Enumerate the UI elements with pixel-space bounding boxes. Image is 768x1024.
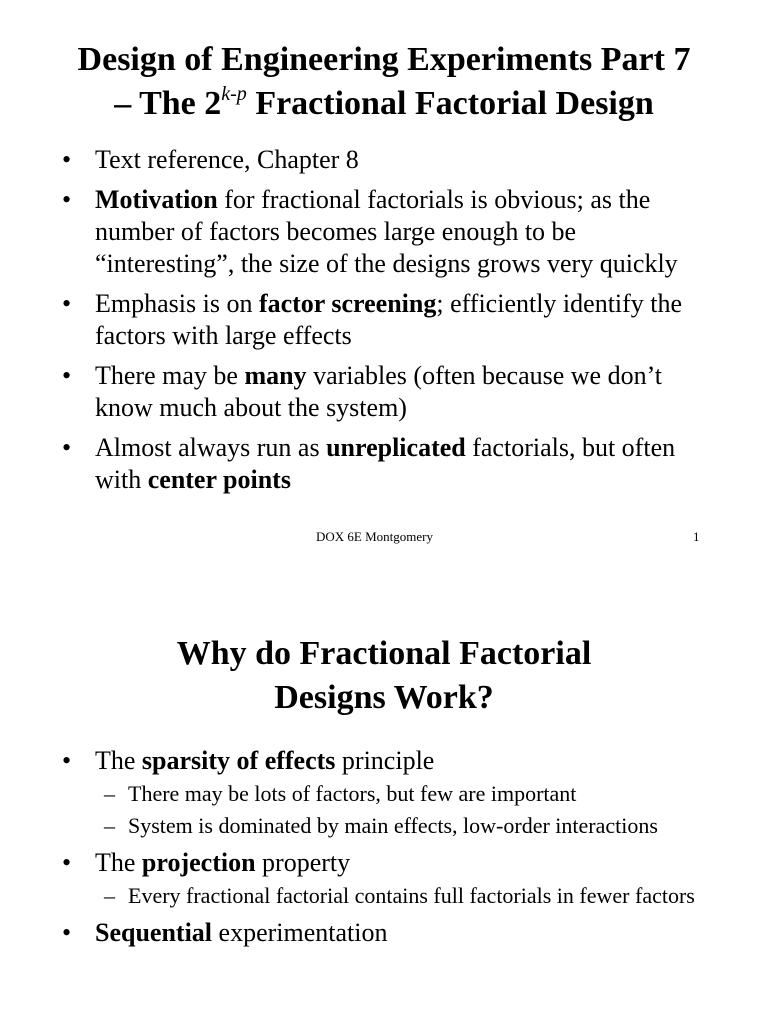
bullet-item — [0, 745, 768, 839]
bullet-item — [0, 144, 768, 176]
slide-2-bullet-list — [0, 745, 768, 957]
bullet-text: The — [95, 746, 142, 775]
bullet-bold-text: projection — [141, 848, 256, 877]
bullet-bold-text: sparsity of effects — [141, 746, 336, 775]
bullet-icon: • — [62, 289, 72, 318]
sub-bullet-item — [95, 883, 708, 909]
bullet-item — [0, 432, 768, 496]
bullet-text: property — [255, 848, 351, 877]
bullet-bold-text: Motivation — [95, 185, 218, 214]
dash-icon: – — [104, 781, 115, 806]
slide-1-bullet-list — [0, 144, 768, 504]
bullet-text: There may be — [95, 361, 245, 390]
dash-icon: – — [104, 813, 115, 838]
bullet-bold-text: factor screening — [258, 289, 437, 318]
bullet-item — [0, 184, 768, 280]
bullet-bold-text: Sequential — [95, 918, 213, 947]
title-line-1: Design of Engineering Experiments Part 7 — [77, 41, 691, 78]
sub-bullet-list — [95, 883, 708, 909]
bullet-bold-text: center points — [147, 465, 291, 494]
bullet-item — [0, 360, 768, 424]
bullet-icon: • — [62, 185, 72, 214]
bullet-text: factorials, but often with — [95, 433, 676, 494]
sub-bullet-text: There may be lots of factors, but few are important — [128, 781, 577, 806]
title-superscript: k-p — [221, 83, 247, 105]
bullet-item — [0, 847, 768, 909]
bullet-text: variables (often because we don’t know much about the system) — [95, 361, 662, 422]
bullet-icon: • — [62, 918, 72, 947]
title-line-1: Why do Fractional Factorial — [176, 635, 592, 672]
bullet-text: Text reference, Chapter 8 — [95, 145, 359, 174]
bullet-text: Emphasis is on — [95, 289, 259, 318]
sub-bullet-item — [95, 781, 708, 807]
bullet-bold-text: unreplicated — [326, 433, 466, 462]
sub-bullet-text: Every fractional factorial contains full factorials in fewer factors — [128, 883, 695, 908]
bullet-text: ; efficiently identify the factors with large effects — [95, 289, 683, 350]
sub-bullet-item — [95, 813, 708, 839]
bullet-text: The — [95, 848, 142, 877]
bullet-text: for fractional factorials is obvious; as the number of factors becomes large enough to be “interesting”, the size of the designs grows very quickly — [95, 185, 678, 278]
bullet-text: principle — [335, 746, 435, 775]
bullet-text: experimentation — [212, 918, 388, 947]
bullet-text: Almost always run as — [95, 433, 327, 462]
bullet-bold-text: many — [244, 361, 307, 390]
title-line-2-prefix: – The 2 — [114, 85, 222, 122]
slide-1-title — [0, 38, 768, 126]
slide-page-number: 1 — [693, 529, 700, 544]
slide-2 — [0, 560, 768, 1024]
sub-bullet-list — [95, 781, 708, 839]
dash-icon: – — [104, 883, 115, 908]
sub-bullet-text: System is dominated by main effects, low-order interactions — [128, 813, 658, 838]
title-line-2-suffix: Fractional Factorial Design — [246, 85, 654, 122]
bullet-icon: • — [62, 433, 72, 462]
bullet-icon: • — [62, 848, 72, 877]
slide-footer-source: DOX 6E Montgomery — [316, 529, 433, 544]
bullet-item — [0, 288, 768, 352]
slide-2-title — [0, 632, 768, 720]
bullet-icon: • — [62, 361, 72, 390]
title-line-2: Designs Work? — [274, 679, 494, 716]
bullet-item — [0, 917, 768, 949]
bullet-icon: • — [62, 746, 72, 775]
bullet-icon: • — [62, 145, 72, 174]
